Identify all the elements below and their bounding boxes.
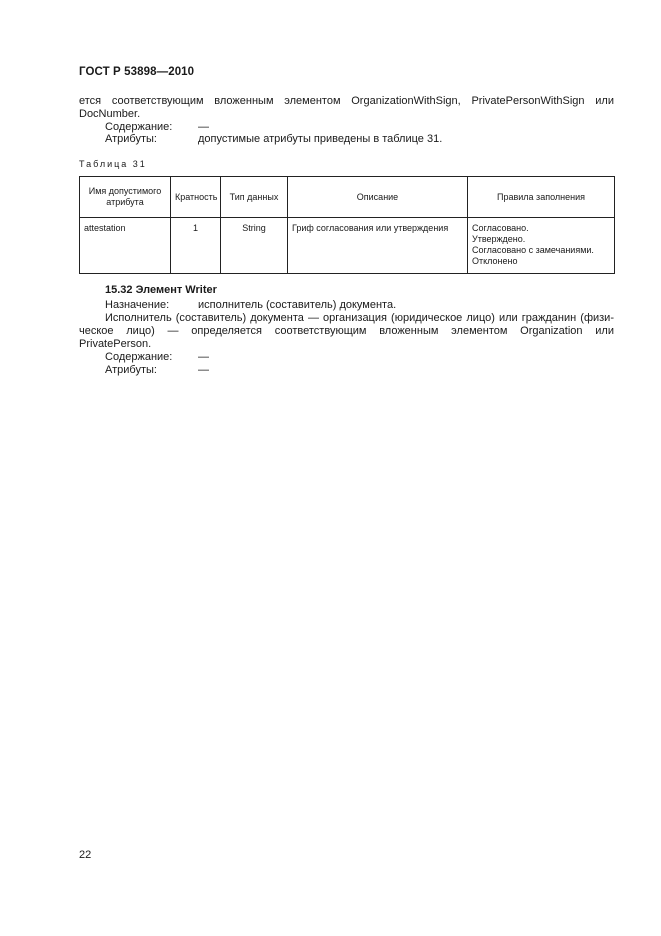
intro-line-2: DocNumber. bbox=[79, 108, 141, 120]
purpose-label: Назначение: bbox=[105, 299, 170, 311]
intro-line-1: ется соответствующим вложенным элементом OrganizationWithSign, PrivatePersonWithSign или bbox=[79, 95, 614, 107]
section-para-line-3: PrivatePerson. bbox=[79, 338, 152, 350]
table-row bbox=[80, 218, 615, 274]
attributes-value: допустимые атрибуты приведены в таблице 31. bbox=[198, 133, 443, 145]
purpose-value: исполнитель (составитель) документа. bbox=[198, 299, 397, 311]
header-description: Описание bbox=[288, 177, 468, 218]
rule-item: Согласовано. bbox=[472, 223, 529, 233]
section-para-line-2: ческое лицо) — определяется соответствующим вложенным элементом Organization или bbox=[79, 325, 614, 337]
attributes-table bbox=[79, 176, 615, 274]
header-attribute-name: Имя допустимого атрибута bbox=[80, 177, 171, 218]
section-attributes-label: Атрибуты: bbox=[105, 364, 157, 376]
section-heading: 15.32 Элемент Writer bbox=[105, 284, 217, 296]
cell-data-type: String bbox=[221, 218, 288, 274]
rule-item: Утверждено. bbox=[472, 234, 526, 244]
table-header-row bbox=[80, 177, 615, 218]
cell-fill-rules bbox=[468, 218, 615, 274]
section-attributes-value: — bbox=[198, 364, 209, 376]
content-label: Содержание: bbox=[105, 121, 173, 133]
attributes-label: Атрибуты: bbox=[105, 133, 157, 145]
content-value: — bbox=[198, 121, 209, 133]
section-content-value: — bbox=[198, 351, 209, 363]
section-para-line-1: Исполнитель (составитель) документа — организация (юридическое лицо) или гражданин (физи- bbox=[105, 312, 614, 324]
page-number: 22 bbox=[79, 849, 92, 861]
header-multiplicity: Кратность bbox=[171, 177, 221, 218]
rule-item: Согласовано с замечаниями. bbox=[472, 245, 594, 255]
header-data-type: Тип данных bbox=[221, 177, 288, 218]
header-fill-rules: Правила заполнения bbox=[468, 177, 615, 218]
cell-multiplicity: 1 bbox=[171, 218, 221, 274]
document-header: ГОСТ Р 53898—2010 bbox=[79, 66, 195, 78]
section-content-label: Содержание: bbox=[105, 351, 173, 363]
cell-attribute-name: attestation bbox=[80, 218, 171, 274]
rule-item: Отклонено bbox=[472, 256, 518, 266]
table-caption: Таблица 31 bbox=[79, 159, 147, 169]
cell-description: Гриф согласования или утверждения bbox=[288, 218, 468, 274]
